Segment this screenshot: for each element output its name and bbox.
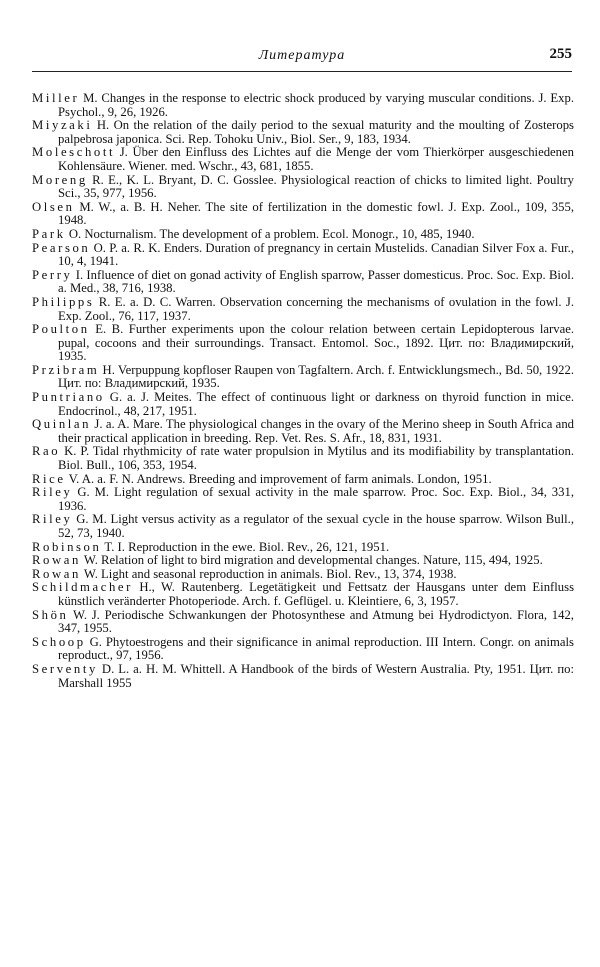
reference-entry — [32, 391, 574, 418]
reference-text: W. J. Periodische Schwankungen der Photosynthese and Atmung bei Hydrodictyon. Flora, 142, 347, 1955. — [58, 607, 574, 636]
reference-author: Quinlan — [32, 417, 92, 432]
reference-list — [32, 92, 574, 690]
reference-text: K. P. Tidal rhythmicity of rate water propulsion in Mytilus and its modifiability by transplantation. Biol. Bull., 106, 353, 1954. — [58, 444, 574, 473]
reference-text: W. Light and seasonal reproduction in animals. Biol. Rev., 13, 374, 1938. — [83, 566, 457, 581]
reference-entry — [32, 581, 574, 608]
reference-entry — [32, 201, 574, 228]
reference-author: Riley — [32, 512, 73, 527]
reference-entry — [32, 364, 574, 391]
reference-entry — [32, 554, 574, 568]
reference-author: Philipps — [32, 294, 95, 309]
reference-entry — [32, 146, 574, 173]
reference-text: H. Verpuppung kopfloser Raupen von Tagfaltern. Arch. f. Entwicklungsmech., Bd. 50, 1922. Цит. по: Владимирский, 1935. — [58, 362, 574, 391]
reference-text: M. W., a. B. H. Neher. The site of fertilization in the domestic fowl. J. Exp. Zool., 109, 355, 1948. — [58, 199, 575, 228]
reference-entry — [32, 296, 574, 323]
reference-text: G. M. Light regulation of sexual activity in the male sparrow. Proc. Soc. Exp. Biol., 34, 331, 1936. — [58, 485, 574, 513]
reference-author: Pearson — [32, 240, 91, 255]
reference-entry — [32, 568, 574, 582]
reference-entry — [32, 119, 574, 146]
reference-text: W. Relation of light to bird migration and developmental changes. Nature, 115, 494, 1925. — [83, 553, 543, 568]
reference-entry — [32, 228, 574, 242]
reference-entry — [32, 445, 574, 472]
page-header — [32, 45, 572, 72]
reference-text: V. A. a. F. N. Andrews. Breeding and improvement of farm animals. London, 1951. — [68, 471, 492, 486]
reference-entry — [32, 418, 574, 445]
reference-text: D. L. a. H. M. Whittell. A Handbook of the birds of Western Australia. Pty, 1951. Цит. по: Marshall 1955 — [58, 661, 575, 690]
reference-entry — [32, 92, 574, 119]
reference-author: Moleschott — [32, 145, 116, 160]
reference-entry — [32, 486, 574, 513]
reference-entry — [32, 242, 574, 269]
reference-author: Miller — [32, 91, 80, 105]
reference-text: G. M. Light versus activity as a regulator of the sexual cycle in the house sparrow. Wilson Bull., 52, 73, 1940. — [58, 512, 574, 540]
reference-text: E. B. Further experiments upon the colour relation between certain Lepidopterous larvae. pupal, cocoons and their surroundings. Transact. Entomol. Soc., 1892. Цит. по: Владимирский, 1935. — [58, 322, 574, 364]
reference-text: G. a. J. Meites. The effect of continuous light or darkness on thyroid function in mice. Endocrinol., 48, 217, 1951. — [58, 390, 574, 418]
reference-entry — [32, 269, 574, 296]
reference-author: Moreng — [32, 172, 88, 187]
reference-text: J. Über den Einfluss des Lichtes auf die Menge der vom Thierkörper ausgeschiedenen Kohlensäure. Wiener. med. Wschr., 43, 681, 1855. — [58, 145, 575, 173]
reference-author: Robinson — [32, 539, 102, 554]
reference-author: Olsen — [32, 199, 75, 214]
reference-text: R. E., K. L. Bryant, D. C. Gosslee. Physiological reaction of chicks to limited light. Poultry Sci., 35, 977, 1956. — [58, 172, 574, 201]
reference-entry — [32, 473, 574, 487]
running-title: Литература — [258, 48, 346, 63]
reference-text: H. On the relation of the daily period to the sexual maturity and the moulting of Zosterops palpebrosa japonica. Sci. Rep. Tohoku Univ., Biol. Ser., 9, 183, 1934. — [58, 118, 574, 146]
reference-author: Shön — [32, 607, 69, 622]
reference-text: T. I. Reproduction in the ewe. Biol. Rev., 26, 121, 1951. — [104, 539, 390, 554]
reference-text: O. P. a. R. K. Enders. Duration of pregnancy in certain Mustelids. Canadian Silver Fox a. Fur., 10, 4, 1941. — [58, 240, 574, 269]
reference-author: Przibram — [32, 362, 100, 377]
reference-text: M. Changes in the response to electric shock produced by varying muscular conditions. J. Exp. Psychol., 9, 26, 1926. — [58, 91, 574, 119]
reference-author: Rao — [32, 444, 61, 459]
reference-author: Perry — [32, 267, 73, 282]
reference-author: Miyzaki — [32, 118, 93, 133]
reference-entry — [32, 323, 574, 364]
reference-entry — [32, 174, 574, 201]
reference-text: H., W. Rautenberg. Legetätigkeit und Fettsatz der Hausgans unter dem Einfluss künstlich veränderter Photoperiode. Arch. f. Geflügel. u. Kleintiere, 6, 3, 1957. — [58, 580, 575, 608]
reference-author: Park — [32, 226, 66, 241]
reference-entry — [32, 636, 574, 663]
page-number: 255 — [549, 46, 572, 62]
reference-entry — [32, 513, 574, 540]
reference-author: Poulton — [32, 322, 90, 337]
reference-author: Riley — [32, 485, 73, 500]
reference-author: Puntriano — [32, 390, 105, 405]
reference-text: R. E. a. D. C. Warren. Observation concerning the mechanisms of ovulation in the fowl. J. Exp. Zool., 76, 117, 1937. — [58, 294, 575, 323]
reference-author: Schildmacher — [32, 580, 133, 595]
reference-entry — [32, 609, 574, 636]
reference-author: Rowan — [32, 553, 81, 568]
reference-text: G. Phytoestrogens and their significance in animal reproduction. III Intern. Congr. on animals reproduct., 97, 1956. — [58, 634, 574, 663]
reference-text: O. Nocturnalism. The development of a problem. Ecol. Monogr., 10, 485, 1940. — [68, 226, 475, 241]
reference-entry — [32, 541, 574, 555]
reference-author: Rice — [32, 471, 66, 486]
reference-text: J. a. A. Mare. The physiological changes in the ovary of the Merino sheep in South Africa and their practical application in breeding. Rep. Vet. Res. S. Afr., 18, 831, 1931. — [58, 417, 575, 445]
reference-entry — [32, 663, 574, 690]
reference-author: Rowan — [32, 566, 81, 581]
reference-author: Serventy — [32, 661, 98, 676]
reference-text: I. Influence of diet on gonad activity of English sparrow, Passer domesticus. Proc. Soc. Exp. Biol. a. Med., 38, 716, 1938. — [58, 267, 575, 296]
reference-author: Schoop — [32, 634, 86, 649]
